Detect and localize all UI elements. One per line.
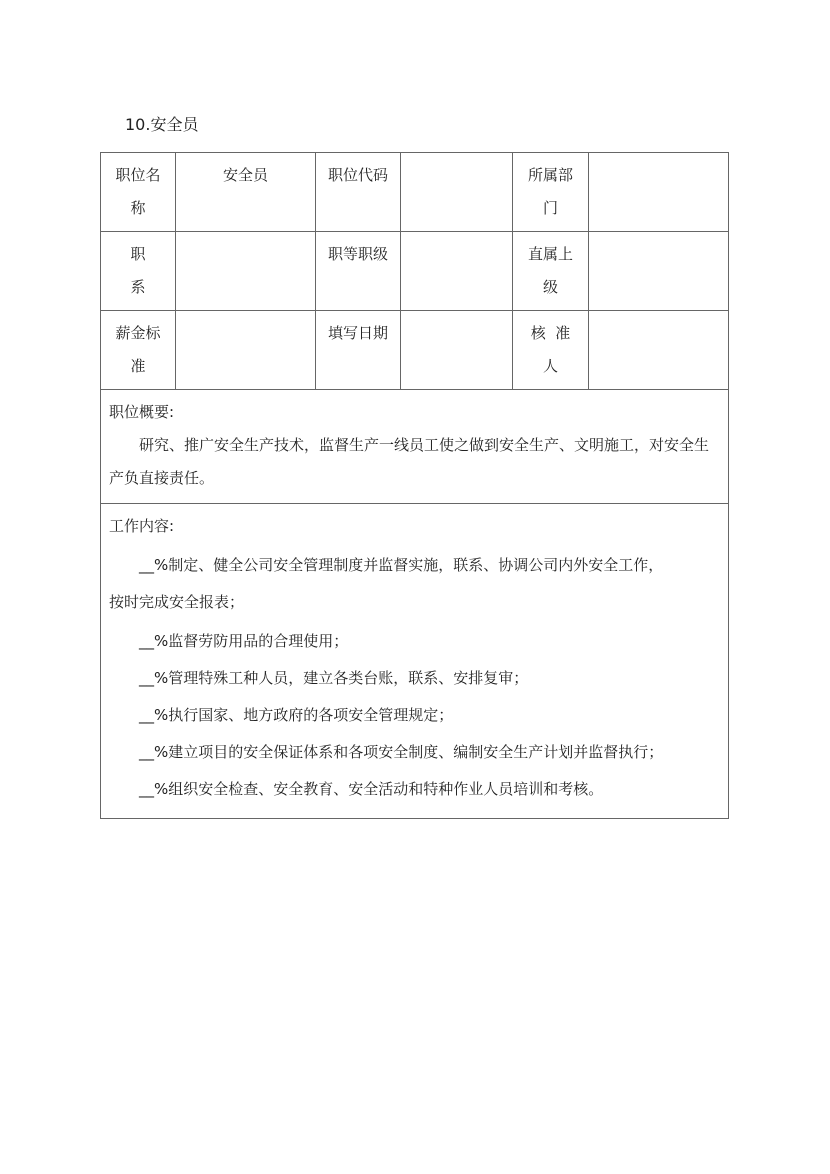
- job-description-table: [100, 152, 729, 819]
- field-label-cell: [513, 311, 589, 390]
- field-value-cell: [176, 232, 316, 311]
- duty-item: __%管理特殊工种人员，建立各类台账，联系、安排复审；: [139, 669, 529, 687]
- field-label: 人: [542, 357, 558, 375]
- field-label-cell: [101, 232, 176, 311]
- field-label: 所属部: [527, 166, 573, 184]
- field-value: 安全员: [222, 166, 268, 184]
- table-row: [101, 311, 729, 390]
- field-label-cell: [513, 153, 589, 232]
- duty-item: __%监督劳防用品的合理使用；: [139, 632, 349, 650]
- table-row: [101, 153, 729, 232]
- field-label-cell: [316, 311, 401, 390]
- field-label-cell: [316, 153, 401, 232]
- field-label: 薪金标: [115, 324, 161, 342]
- field-value-cell: [589, 311, 729, 390]
- field-label: 填写日期: [327, 324, 388, 342]
- summary-cell: [101, 390, 729, 504]
- table-row: [101, 232, 729, 311]
- field-label-cell: [316, 232, 401, 311]
- field-value-cell: [176, 311, 316, 390]
- field-label: 门: [542, 199, 558, 217]
- field-label: 职: [130, 245, 146, 263]
- field-value-cell: [589, 153, 729, 232]
- summary-text: 研究、推广安全生产技术，监督生产一线员工使之做到安全生产、文明施工，对安全生产负直接责任。: [109, 436, 710, 487]
- duty-item: __%执行国家、地方政府的各项安全管理规定；: [139, 706, 454, 724]
- field-label-cell: [513, 232, 589, 311]
- field-label: 称: [130, 199, 146, 217]
- field-value-cell: [401, 153, 513, 232]
- field-label: 系: [130, 278, 146, 296]
- field-label-cell: [101, 311, 176, 390]
- duty-item: __%组织安全检查、安全教育、安全活动和特种作业人员培训和考核。: [139, 780, 604, 798]
- field-label: 核 准: [530, 324, 571, 342]
- summary-label: 职位概要:: [109, 403, 175, 421]
- field-value-cell: [401, 311, 513, 390]
- duty-item: __%建立项目的安全保证体系和各项安全制度、编制安全生产计划并监督执行；: [139, 743, 664, 761]
- field-value-cell: [589, 232, 729, 311]
- duties-label: 工作内容:: [109, 517, 175, 535]
- section-title: 10.安全员: [125, 115, 199, 134]
- field-label: 职位代码: [327, 166, 388, 184]
- field-label: 准: [130, 357, 146, 375]
- field-value-cell: [176, 153, 316, 232]
- field-label: 职等职级: [327, 245, 388, 263]
- field-label: 级: [542, 278, 558, 296]
- field-label: 直属上: [527, 245, 573, 263]
- field-label: 职位名: [115, 166, 161, 184]
- field-value-cell: [401, 232, 513, 311]
- duty-item: __%制定、健全公司安全管理制度并监督实施，联系、协调公司内外安全工作，: [139, 556, 664, 574]
- duty-item-continuation: 按时完成安全报表；: [109, 593, 245, 611]
- field-label-cell: [101, 153, 176, 232]
- duties-cell: [101, 504, 729, 819]
